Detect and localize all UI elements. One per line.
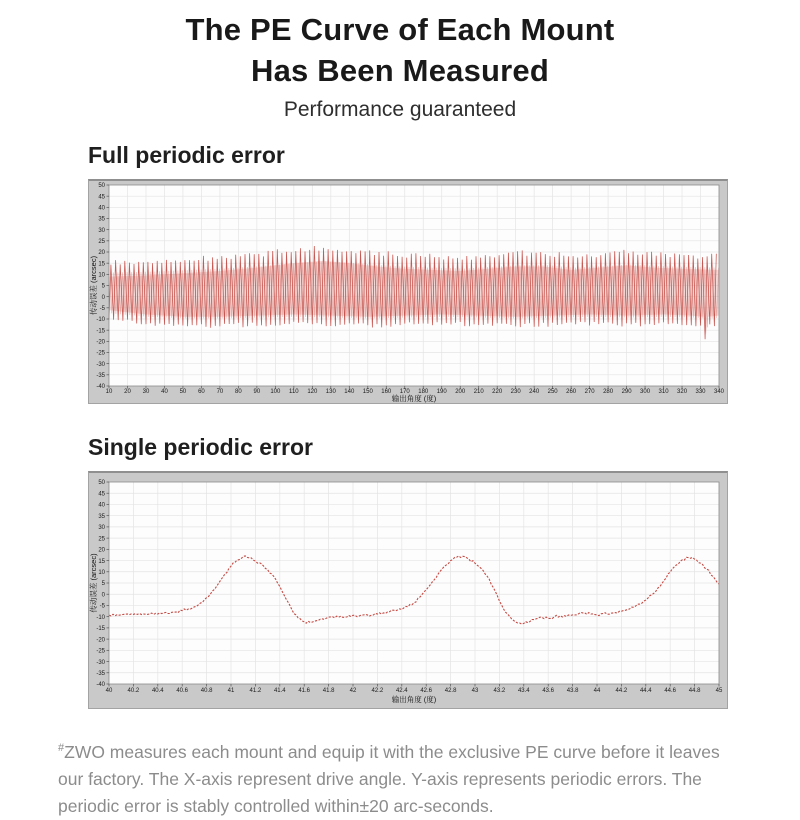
svg-text:-20: -20 [96, 339, 105, 346]
svg-text:43.8: 43.8 [566, 687, 579, 694]
svg-text:43: 43 [471, 687, 479, 694]
svg-text:44.6: 44.6 [664, 687, 677, 694]
svg-text:15: 15 [98, 261, 105, 268]
svg-text:190: 190 [436, 388, 447, 395]
svg-text:200: 200 [455, 388, 466, 395]
single-pe-chart [89, 473, 727, 708]
svg-text:90: 90 [253, 388, 261, 395]
svg-text:20: 20 [124, 388, 131, 395]
svg-text:44.8: 44.8 [688, 687, 701, 694]
full-pe-chart-panel [88, 179, 728, 404]
footnote-text: ZWO measures each mount and equip it with the exclusive PE curve before it leaves our factory. The X-axis represent drive angle. Y-axis represents periodic errors. The periodic error is stably controlled within±20 arc-seconds. [58, 741, 720, 817]
svg-text:80: 80 [235, 388, 242, 395]
svg-text:40: 40 [98, 205, 105, 212]
svg-text:35: 35 [98, 216, 105, 223]
svg-text:0: 0 [101, 592, 105, 599]
svg-text:42: 42 [349, 687, 357, 694]
svg-text:42.8: 42.8 [444, 687, 457, 694]
svg-text:160: 160 [381, 388, 392, 395]
svg-text:230: 230 [510, 388, 521, 395]
section-heading-full-pe: Full periodic error [88, 141, 285, 168]
footnote-caption [58, 739, 742, 820]
svg-text:20: 20 [98, 250, 105, 257]
svg-text:41.2: 41.2 [249, 687, 262, 694]
svg-text:170: 170 [399, 388, 410, 395]
svg-text:42.2: 42.2 [371, 687, 384, 694]
svg-text:35: 35 [98, 513, 105, 520]
svg-text:50: 50 [179, 388, 187, 395]
svg-text:60: 60 [198, 388, 205, 395]
svg-text:180: 180 [418, 388, 429, 395]
svg-text:-10: -10 [96, 614, 105, 621]
svg-text:传动误差 (arcsec): 传动误差 (arcsec) [89, 255, 98, 315]
svg-text:40: 40 [161, 388, 168, 395]
svg-text:25: 25 [98, 238, 105, 245]
svg-text:40.6: 40.6 [176, 687, 189, 694]
svg-text:-25: -25 [96, 648, 105, 655]
page-title [40, 10, 760, 92]
svg-text:340: 340 [713, 388, 725, 395]
svg-text:-5: -5 [99, 305, 105, 312]
section-heading-single-pe: Single periodic error [88, 433, 313, 460]
svg-text:42.4: 42.4 [395, 687, 408, 694]
svg-text:5: 5 [101, 283, 105, 290]
svg-text:41.8: 41.8 [322, 687, 335, 694]
svg-text:20: 20 [98, 547, 105, 554]
svg-text:140: 140 [344, 388, 355, 395]
page-subtitle: Performance guaranteed [283, 97, 517, 121]
svg-text:-5: -5 [99, 603, 105, 610]
svg-text:130: 130 [325, 388, 336, 395]
svg-text:50: 50 [98, 480, 105, 487]
full-pe-chart [89, 181, 727, 403]
svg-text:44: 44 [593, 687, 601, 694]
page [0, 10, 800, 817]
svg-text:120: 120 [307, 388, 318, 395]
svg-text:-30: -30 [96, 361, 105, 368]
svg-text:45: 45 [98, 194, 105, 201]
svg-text:40.8: 40.8 [200, 687, 213, 694]
svg-text:-40: -40 [96, 384, 105, 391]
svg-text:320: 320 [677, 388, 688, 395]
svg-text:300: 300 [640, 388, 651, 395]
svg-text:110: 110 [289, 388, 299, 395]
svg-text:70: 70 [216, 388, 224, 395]
footnote-marker: # [58, 741, 65, 754]
svg-text:传动误差 (arcsec): 传动误差 (arcsec) [89, 553, 98, 613]
svg-text:260: 260 [566, 388, 577, 395]
svg-text:310: 310 [658, 388, 669, 395]
svg-text:43.2: 43.2 [493, 687, 506, 694]
svg-text:40.4: 40.4 [151, 687, 164, 694]
svg-text:15: 15 [98, 558, 105, 565]
svg-text:240: 240 [529, 388, 540, 395]
svg-text:43.6: 43.6 [542, 687, 555, 694]
svg-text:-25: -25 [96, 350, 105, 357]
svg-text:-15: -15 [96, 328, 105, 335]
svg-text:-30: -30 [96, 659, 105, 666]
svg-text:210: 210 [473, 388, 484, 395]
svg-text:30: 30 [98, 227, 105, 234]
svg-text:150: 150 [362, 388, 373, 395]
svg-text:10: 10 [105, 388, 113, 395]
svg-text:10: 10 [98, 569, 105, 576]
svg-text:41.4: 41.4 [273, 687, 286, 694]
svg-text:45: 45 [98, 491, 105, 498]
svg-text:100: 100 [270, 388, 281, 395]
svg-text:280: 280 [603, 388, 614, 395]
svg-text:44.4: 44.4 [639, 687, 652, 694]
page-title-line1: The PE Curve of Each Mount [185, 12, 615, 47]
svg-text:30: 30 [98, 524, 105, 531]
svg-text:-35: -35 [96, 670, 105, 677]
svg-text:43.4: 43.4 [517, 687, 530, 694]
svg-text:-10: -10 [96, 317, 105, 324]
svg-text:290: 290 [621, 388, 632, 395]
svg-text:30: 30 [142, 388, 150, 395]
svg-text:-35: -35 [96, 372, 105, 379]
svg-text:40: 40 [98, 502, 105, 509]
svg-text:25: 25 [98, 536, 105, 543]
svg-text:-20: -20 [96, 637, 105, 644]
single-pe-chart-panel [88, 471, 728, 709]
svg-text:10: 10 [98, 272, 105, 279]
svg-text:40: 40 [105, 687, 113, 694]
svg-text:0: 0 [101, 294, 105, 301]
svg-text:-40: -40 [96, 682, 105, 689]
svg-text:42.6: 42.6 [420, 687, 433, 694]
svg-text:41.6: 41.6 [298, 687, 311, 694]
svg-text:220: 220 [492, 388, 503, 395]
svg-text:45: 45 [715, 687, 723, 694]
page-title-line2: Has Been Measured [250, 52, 550, 88]
svg-text:44.2: 44.2 [615, 687, 628, 694]
svg-text:输出角度 (度): 输出角度 (度) [391, 694, 437, 704]
svg-text:5: 5 [101, 581, 105, 588]
svg-text:-15: -15 [96, 625, 105, 632]
svg-text:330: 330 [695, 388, 706, 395]
svg-text:输出角度 (度): 输出角度 (度) [391, 393, 437, 403]
svg-text:40.2: 40.2 [127, 687, 140, 694]
svg-text:50: 50 [98, 183, 105, 190]
svg-text:250: 250 [547, 388, 558, 395]
svg-text:41: 41 [227, 687, 235, 694]
svg-text:270: 270 [584, 388, 595, 395]
